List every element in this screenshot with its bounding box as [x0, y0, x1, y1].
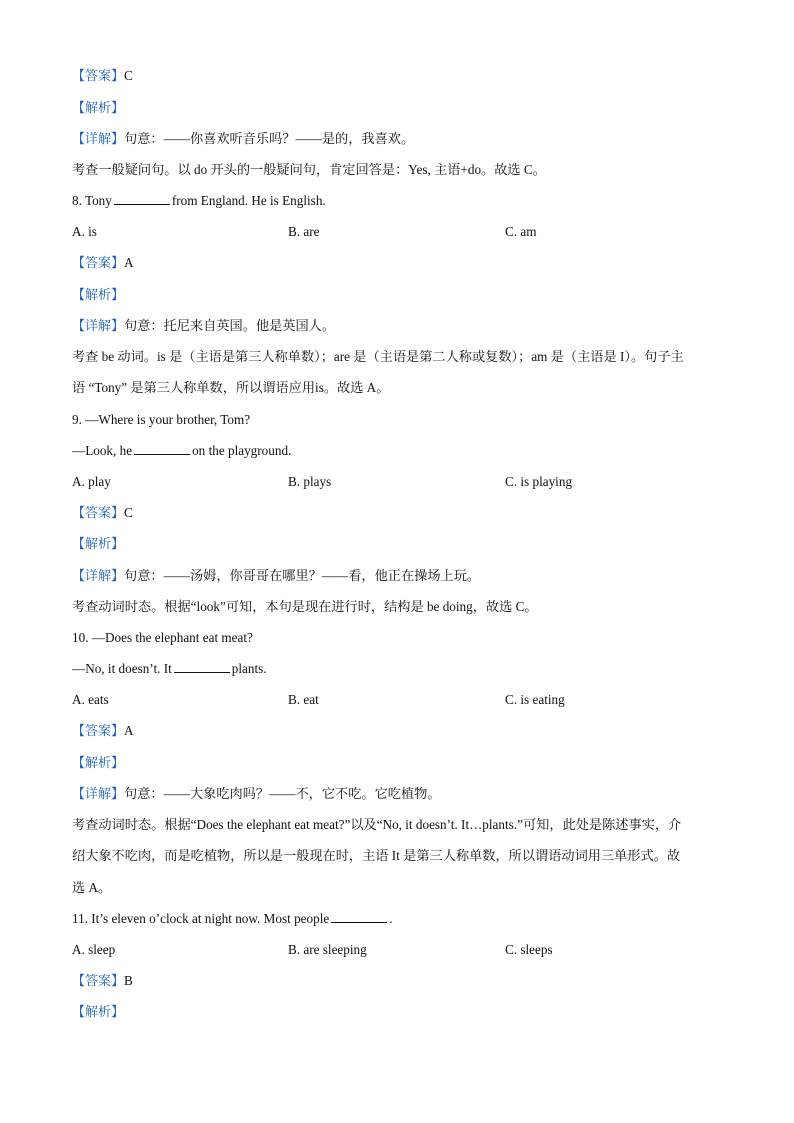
q10-detail: 句意：——大象吃肉吗？——不，它不吃。它吃植物。 [124, 786, 441, 801]
q8-analysis-line [72, 286, 732, 305]
q10-blank [174, 660, 230, 673]
q10-stem-line2 [72, 660, 732, 678]
q9-stem-line1: 9. —Where is your brother, Tom? [72, 412, 251, 427]
q9-detail: 句意：——汤姆，你哥哥在哪里？——看，他正在操场上玩。 [124, 568, 481, 583]
q9-option-c: C. is playing [505, 474, 573, 489]
q11-blank [331, 910, 387, 923]
detail-label: 【详解】 [72, 569, 125, 584]
q10-option-b: B. eat [288, 692, 319, 707]
q8-detail-line [72, 317, 732, 336]
q8-explain-line2: 语 “Tony” 是第三人称单数，所以谓语应用is。故选 A。 [72, 380, 390, 395]
analysis-label: 【解析】 [72, 288, 125, 303]
q7-detail-line [72, 130, 732, 149]
q9-stem-before: —Look, he [72, 443, 133, 458]
q7-detail: 句意：——你喜欢听音乐吗？——是的，我喜欢。 [124, 131, 415, 146]
q9-stem-line2 [72, 442, 732, 460]
q9-detail-line [72, 567, 732, 586]
q11-option-b: B. are sleeping [288, 942, 367, 957]
q11-answer-line [72, 972, 732, 991]
q9-explain: 考查动词时态。根据“look”可知，本句是现在进行时，结构是 be doing，故选 C。 [72, 599, 538, 614]
q10-explain-line2: 绍大象不吃肉，而是吃植物，所以是一般现在时，主语 It 是第三人称单数，所以谓语动词用三单形式。故 [72, 848, 681, 863]
q10-explain-line3: 选 A。 [72, 880, 112, 895]
answer-label: 【答案】 [72, 256, 125, 271]
q8-option-b: B. are [288, 224, 320, 239]
answer-label: 【答案】 [72, 974, 125, 989]
analysis-label: 【解析】 [72, 1005, 125, 1020]
q10-answer-line [72, 722, 732, 741]
q10-option-a: A. eats [72, 692, 109, 707]
q10-stem-before: —No, it doesn’t. It [72, 661, 172, 676]
q9-answer-line [72, 504, 732, 523]
q8-detail: 句意：托尼来自英国。他是英国人。 [124, 318, 336, 333]
q7-answer: C [124, 68, 133, 83]
q10-analysis-line [72, 754, 732, 773]
q9-option-a: A. play [72, 474, 111, 489]
q8-stem-after: from England. He is English. [171, 193, 326, 208]
q9-stem-after: on the playground. [192, 443, 292, 458]
q7-answer-line [72, 67, 732, 86]
q8-option-a: A. is [72, 224, 97, 239]
q8-explain-line1: 考查 be 动词。is 是（主语是第三人称单数）；are 是（主语是第二人称或复数）；am 是（主语是 I）。句子主 [72, 349, 684, 364]
detail-label: 【详解】 [72, 132, 125, 147]
q8-blank [114, 192, 170, 205]
analysis-label: 【解析】 [72, 537, 125, 552]
q10-stem-line1: 10. —Does the elephant eat meat? [72, 630, 253, 645]
q11-option-a: A. sleep [72, 942, 116, 957]
q8-stem-before: 8. Tony [72, 193, 112, 208]
analysis-label: 【解析】 [72, 756, 125, 771]
q10-option-c: C. is eating [505, 692, 565, 707]
answer-label: 【答案】 [72, 724, 125, 739]
answer-label: 【答案】 [72, 506, 125, 521]
q11-analysis-line [72, 1003, 732, 1022]
q11-option-c: C. sleeps [505, 942, 553, 957]
q10-answer: A [124, 723, 134, 738]
q10-stem-after: plants. [231, 661, 267, 676]
q10-detail-line [72, 785, 732, 804]
q8-stem [72, 192, 732, 210]
q9-option-b: B. plays [288, 474, 332, 489]
q8-answer: A [124, 255, 134, 270]
q8-option-c: C. am [505, 224, 537, 239]
analysis-label: 【解析】 [72, 101, 125, 116]
detail-label: 【详解】 [72, 319, 125, 334]
detail-label: 【详解】 [72, 787, 125, 802]
q11-answer: B [124, 973, 133, 988]
q9-blank [134, 442, 190, 455]
q8-answer-line [72, 254, 732, 273]
q11-stem-after: . [389, 911, 393, 926]
q11-stem [72, 910, 732, 928]
q7-explain: 考查一般疑问句。以 do 开头的一般疑问句，肯定回答是：Yes, 主语+do。故选 C。 [72, 162, 546, 177]
q9-analysis-line [72, 535, 732, 554]
q11-stem-before: 11. It’s eleven o’clock at night now. Most people [72, 911, 330, 926]
q9-answer: C [124, 505, 133, 520]
answer-label: 【答案】 [72, 69, 125, 84]
q10-explain-line1: 考查动词时态。根据“Does the elephant eat meat?”以及“No, it doesn’t. It…plants.”可知，此处是陈述事实，介 [72, 817, 682, 832]
q7-analysis-line [72, 99, 732, 118]
